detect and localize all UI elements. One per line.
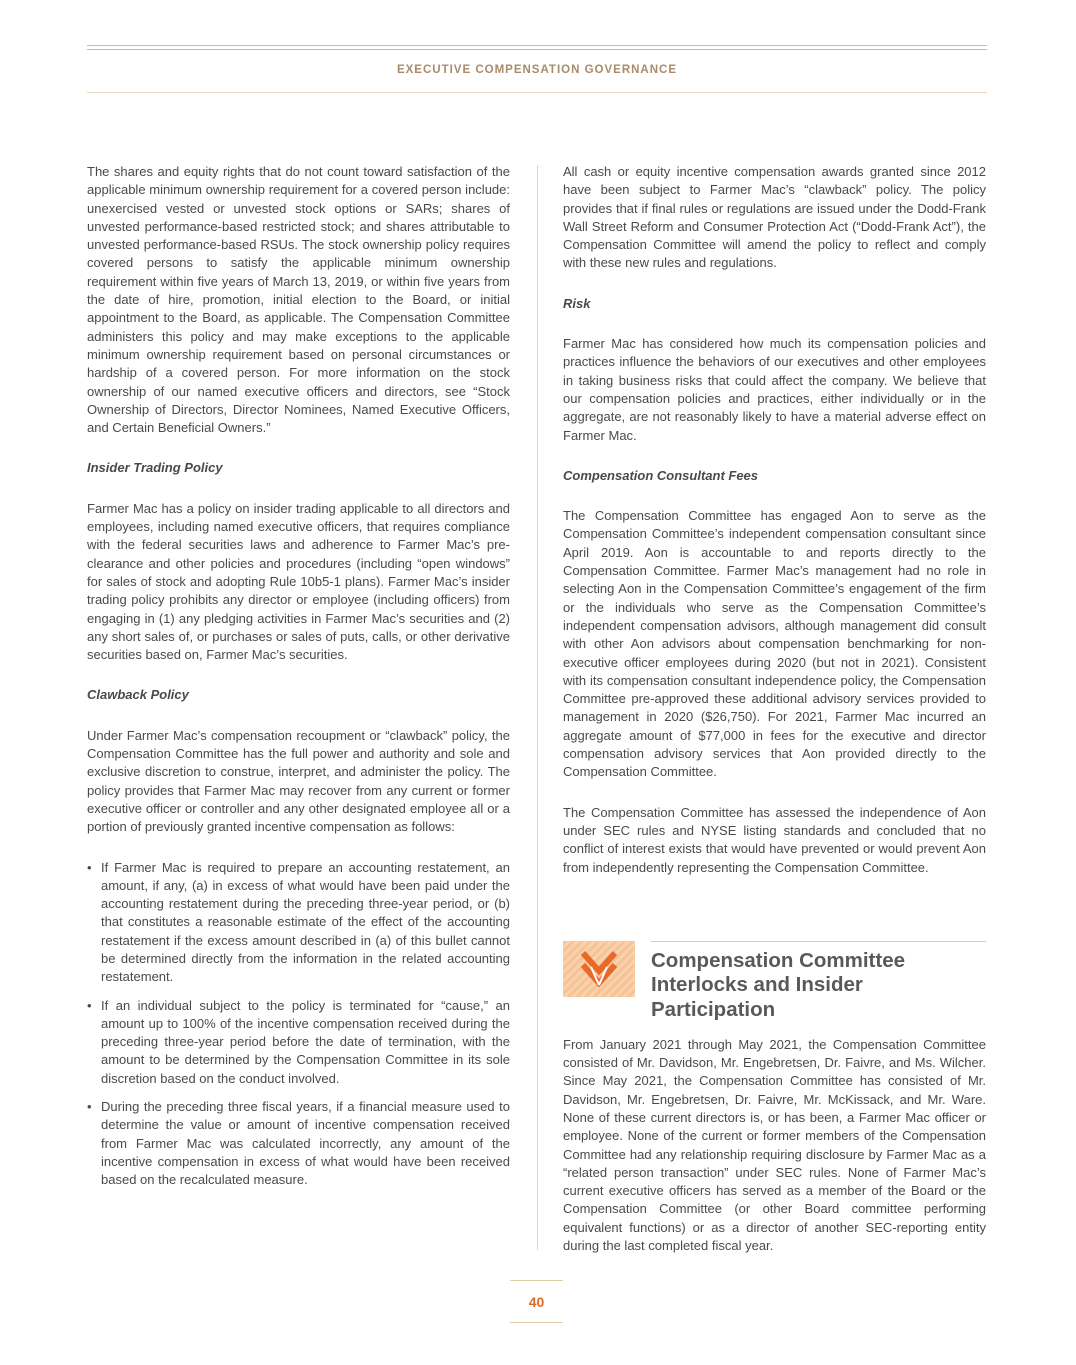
clawback-heading: Clawback Policy	[87, 687, 189, 703]
bullet-icon: •	[87, 1099, 92, 1115]
chevron-logo-icon	[563, 941, 635, 997]
consultant-fees-heading: Compensation Consultant Fees	[563, 467, 759, 483]
bullet-icon: •	[87, 997, 92, 1013]
bullet-text: If an individual subject to the policy is terminated for “cause,” an amount up to 100% of the incentive compensation received during the preceding three-year period before the date of termination, with the amount to be determined by the Compensation Committee in its sole discretion based on the conduct involved.	[101, 997, 510, 1086]
independence-paragraph: The Compensation Committee has assessed the independence of Aon under SEC rules and NYSE listing standards and concluded that no conflict of interest exists that would have prevented or would prevent Aon from independently representing the Compensation Committee.	[563, 804, 986, 875]
list-item	[87, 1098, 510, 1189]
page-number: 40	[528, 1294, 545, 1310]
interlocks-paragraph: From January 2021 through May 2021, the Compensation Committee consisted of Mr. Davidson, Mr. Engebretsen, Dr. Faivre, and Ms. Wilcher. Since May 2021, the Compensation Committee has consisted of Mr. Davidson, Mr. Engebretsen, Dr. Faivre, Mr. McKissack, and Mr. Ware. None of these current directors is, or has been, a Farmer Mac officer or employee. None of the current or former members of the Compensation Committee had any relationship requiring disclosure by Farmer Mac as a “related person transaction” under SEC rules. None of Farmer Mac’s current executive officers has served as a member of the Board or the Compensation Committee (or other Board committee performing equivalent functions) or as a director of another SEC-reporting entity during the last completed fiscal year.	[563, 1036, 986, 1254]
risk-paragraph: Farmer Mac has considered how much its compensation policies and practices influence the behaviors of our executives and other employees in taking business risks that could affect the company. We believe that our compensation policies and practices, either individually or in the aggregate, are not reasonably likely to have a material adverse effect on Farmer Mac.	[563, 336, 986, 443]
left-column	[87, 163, 510, 1200]
section-title: Compensation Committee Interlocks and Insider Participation	[651, 948, 905, 1021]
interlocks-section-header	[563, 941, 986, 1036]
right-column	[563, 163, 986, 1277]
footer-rule-bottom	[510, 1322, 563, 1323]
header-divider	[87, 92, 987, 93]
bullet-text: During the preceding three fiscal years, if a financial measure used to determine the value or amount of incentive compensation received from Farmer Mac was calculated incorrectly, any amount of the incentive compensation in excess of what would have been received based on the recalculated measure.	[101, 1099, 510, 1188]
footer-rule-top	[510, 1280, 563, 1281]
section-rule	[651, 941, 986, 942]
insider-trading-paragraph: Farmer Mac has a policy on insider trading applicable to all directors and employees, including named executive officers, that requires compliance with the federal securities laws and adherence to Farmer Mac’s pre-clearance and other policies and procedures (including “open windows” for sales of stock and adopting Rule 10b5-1 plans). Farmer Mac’s insider trading policy prohibits any director or employee (including officers) from engaging in (1) any pledging activities in Farmer Mac’s securities and (2) any short sales of, or purchases or sales of puts, calls, or other derivative securities based on, Farmer Mac’s securities.	[87, 500, 510, 663]
page-header-title: EXECUTIVE COMPENSATION GOVERNANCE	[396, 64, 678, 76]
list-item	[87, 997, 510, 1088]
ownership-paragraph: The shares and equity rights that do not count toward satisfaction of the applicable minimum ownership requirement for a covered person include: unexercised vested or unvested stock options or SARs; shares of unvested performance-based restricted stock; and shares attributable to unvested performance-based RSUs. The stock ownership policy requires covered persons to satisfy the applicable minimum ownership requirement within five years of March 13, 2019, or within five years from the date of hire, promotion, initial election to the Board, or initial appointment to the Board, as applicable. The Compensation Committee administers this policy and may make exceptions to the applicable minimum ownership requirement based on personal circumstances or hardship of a covered person. For more information on the stock ownership of our named executive officers and directors, see “Stock Ownership of Directors, Director Nominees, Named Executive Officers, and Certain Beneficial Owners.”	[87, 164, 510, 436]
risk-heading: Risk	[563, 295, 591, 311]
consultant-fees-paragraph: The Compensation Committee has engaged Aon to serve as the Compensation Committee’s independent compensation consultant since April 2019. Aon is accountable to and reports directly to the Compensation Committee. Farmer Mac’s management had no role in selecting Aon in the Compensation Committee’s engagement of the firm or the individuals who serve as the Compensation Committee’s independent compensation advisors, although management did consult with other Aon advisors about compensation benchmarking for non-executive officer employees during 2020 (but not in 2021). Consistent with its compensation consultant independence policy, the Compensation Committee pre-approved these additional advisory services provided to management in 2020 ($26,750). For 2021, Farmer Mac incurred an aggregate amount of $77,000 in fees for the executive and director compensation advisory services that Aon provided directly to the Compensation Committee.	[563, 508, 986, 780]
bullet-text: If Farmer Mac is required to prepare an accounting restatement, an amount, if any, (a) in excess of what would have been paid under the accounting restatement during the preceding three-year period, or (b) that constitutes a reasonable estimate of the effect of the accounting restatement if the excess amount described in (a) of this bullet cannot be determined directly from the information in the related accounting restatement.	[101, 859, 510, 985]
list-item	[87, 859, 510, 987]
top-rule-2	[87, 49, 987, 50]
clawback-bullet-list	[87, 859, 510, 1190]
clawback-paragraph: Under Farmer Mac’s compensation recoupment or “clawback” policy, the Compensation Committee has the full power and authority and sole and exclusive discretion to construe, interpret, and administer the policy. The policy provides that Farmer Mac may recover from any current or former executive officer or controller and any other designated employee all or a portion of previously granted incentive compensation as follows:	[87, 727, 510, 835]
top-rule-1	[87, 45, 987, 46]
column-divider	[537, 165, 538, 1250]
bullet-icon: •	[87, 859, 92, 875]
insider-trading-heading: Insider Trading Policy	[87, 460, 223, 476]
clawback-continued-paragraph: All cash or equity incentive compensation awards granted since 2012 have been subject to Farmer Mac’s “clawback” policy. The policy provides that if final rules or regulations are issued under the Dodd-Frank Wall Street Reform and Consumer Protection Act (“Dodd-Frank Act”), the Compensation Committee will amend the policy to reflect and comply with these new rules and regulations.	[563, 164, 986, 271]
